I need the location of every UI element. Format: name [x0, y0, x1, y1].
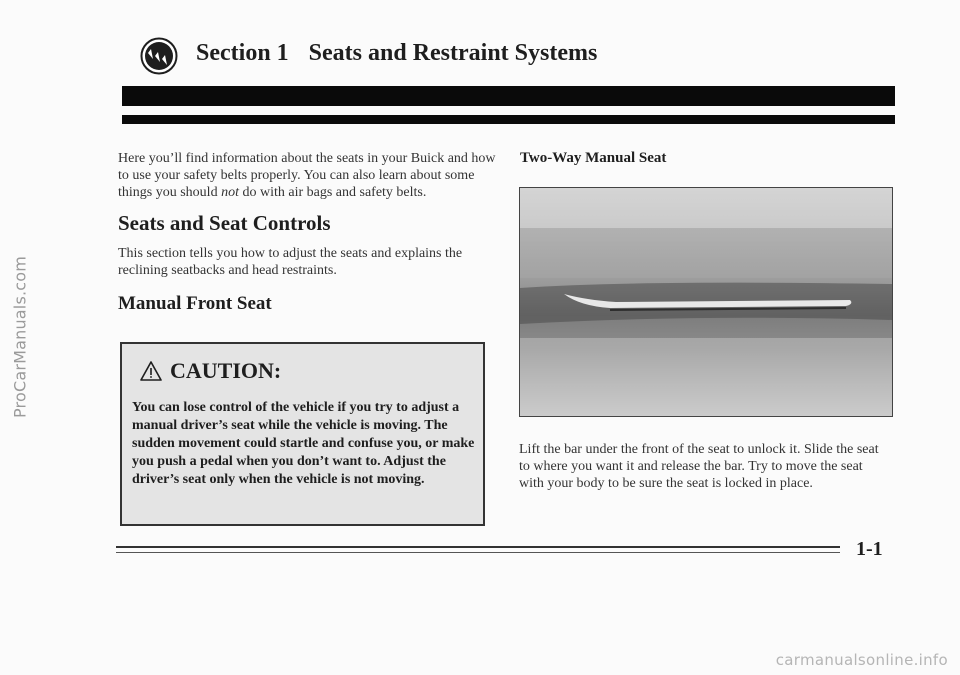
- intro-paragraph: [118, 150, 498, 201]
- right-column: [520, 150, 900, 167]
- header-bar-thick: [122, 86, 895, 106]
- warning-triangle-icon: [140, 361, 162, 381]
- brand-logo-icon: [140, 37, 178, 75]
- page-title: [196, 40, 597, 67]
- seats-paragraph: This section tells you how to adjust the seats and explains the reclining seatbacks and head restraints.: [118, 246, 463, 278]
- heading-two-way-seat: Two-Way Manual Seat: [520, 150, 667, 166]
- footer-rule: [116, 546, 840, 548]
- seat-bar-photo: [519, 187, 893, 417]
- intro-text-start: Here you’ll find information about the seats in your Buick and how to use your safety belts properly. You can also learn about some things you should: [118, 151, 496, 200]
- footer-rule-thin: [116, 552, 840, 553]
- intro-emphasis: not: [221, 185, 239, 200]
- caution-box: [120, 342, 485, 526]
- caution-title: CAUTION:: [170, 358, 282, 383]
- lift-bar-paragraph: Lift the bar under the front of the seat to unlock it. Slide the seat to where you want it and release the bar. Try to move the seat with your body to be sure the seat is locked in place.: [519, 442, 879, 491]
- caution-heading: [140, 358, 281, 384]
- intro-text-end: do with air bags and safety belts.: [238, 185, 427, 200]
- caution-text: You can lose control of the vehicle if you try to adjust a manual driver’s seat while the vehicle is moving. The sudden movement could startle and confuse you, or make you push a pedal when you don’t want to. Adjust the driver’s seat only when the vehicle is not moving.: [132, 400, 475, 487]
- page-number: 1-1: [856, 538, 883, 560]
- section-name: Seats and Restraint Systems: [308, 40, 598, 66]
- seat-bar-illustration: [520, 188, 892, 416]
- section-number: Section 1: [196, 40, 289, 66]
- heading-seats-controls: Seats and Seat Controls: [118, 211, 331, 235]
- bottom-watermark: carmanualsonline.info: [775, 651, 948, 669]
- left-column: [118, 150, 498, 315]
- heading-manual-front-seat: Manual Front Seat: [118, 293, 272, 314]
- side-watermark: ProCarManuals.com: [10, 255, 30, 419]
- header-bar-thin: [122, 115, 895, 124]
